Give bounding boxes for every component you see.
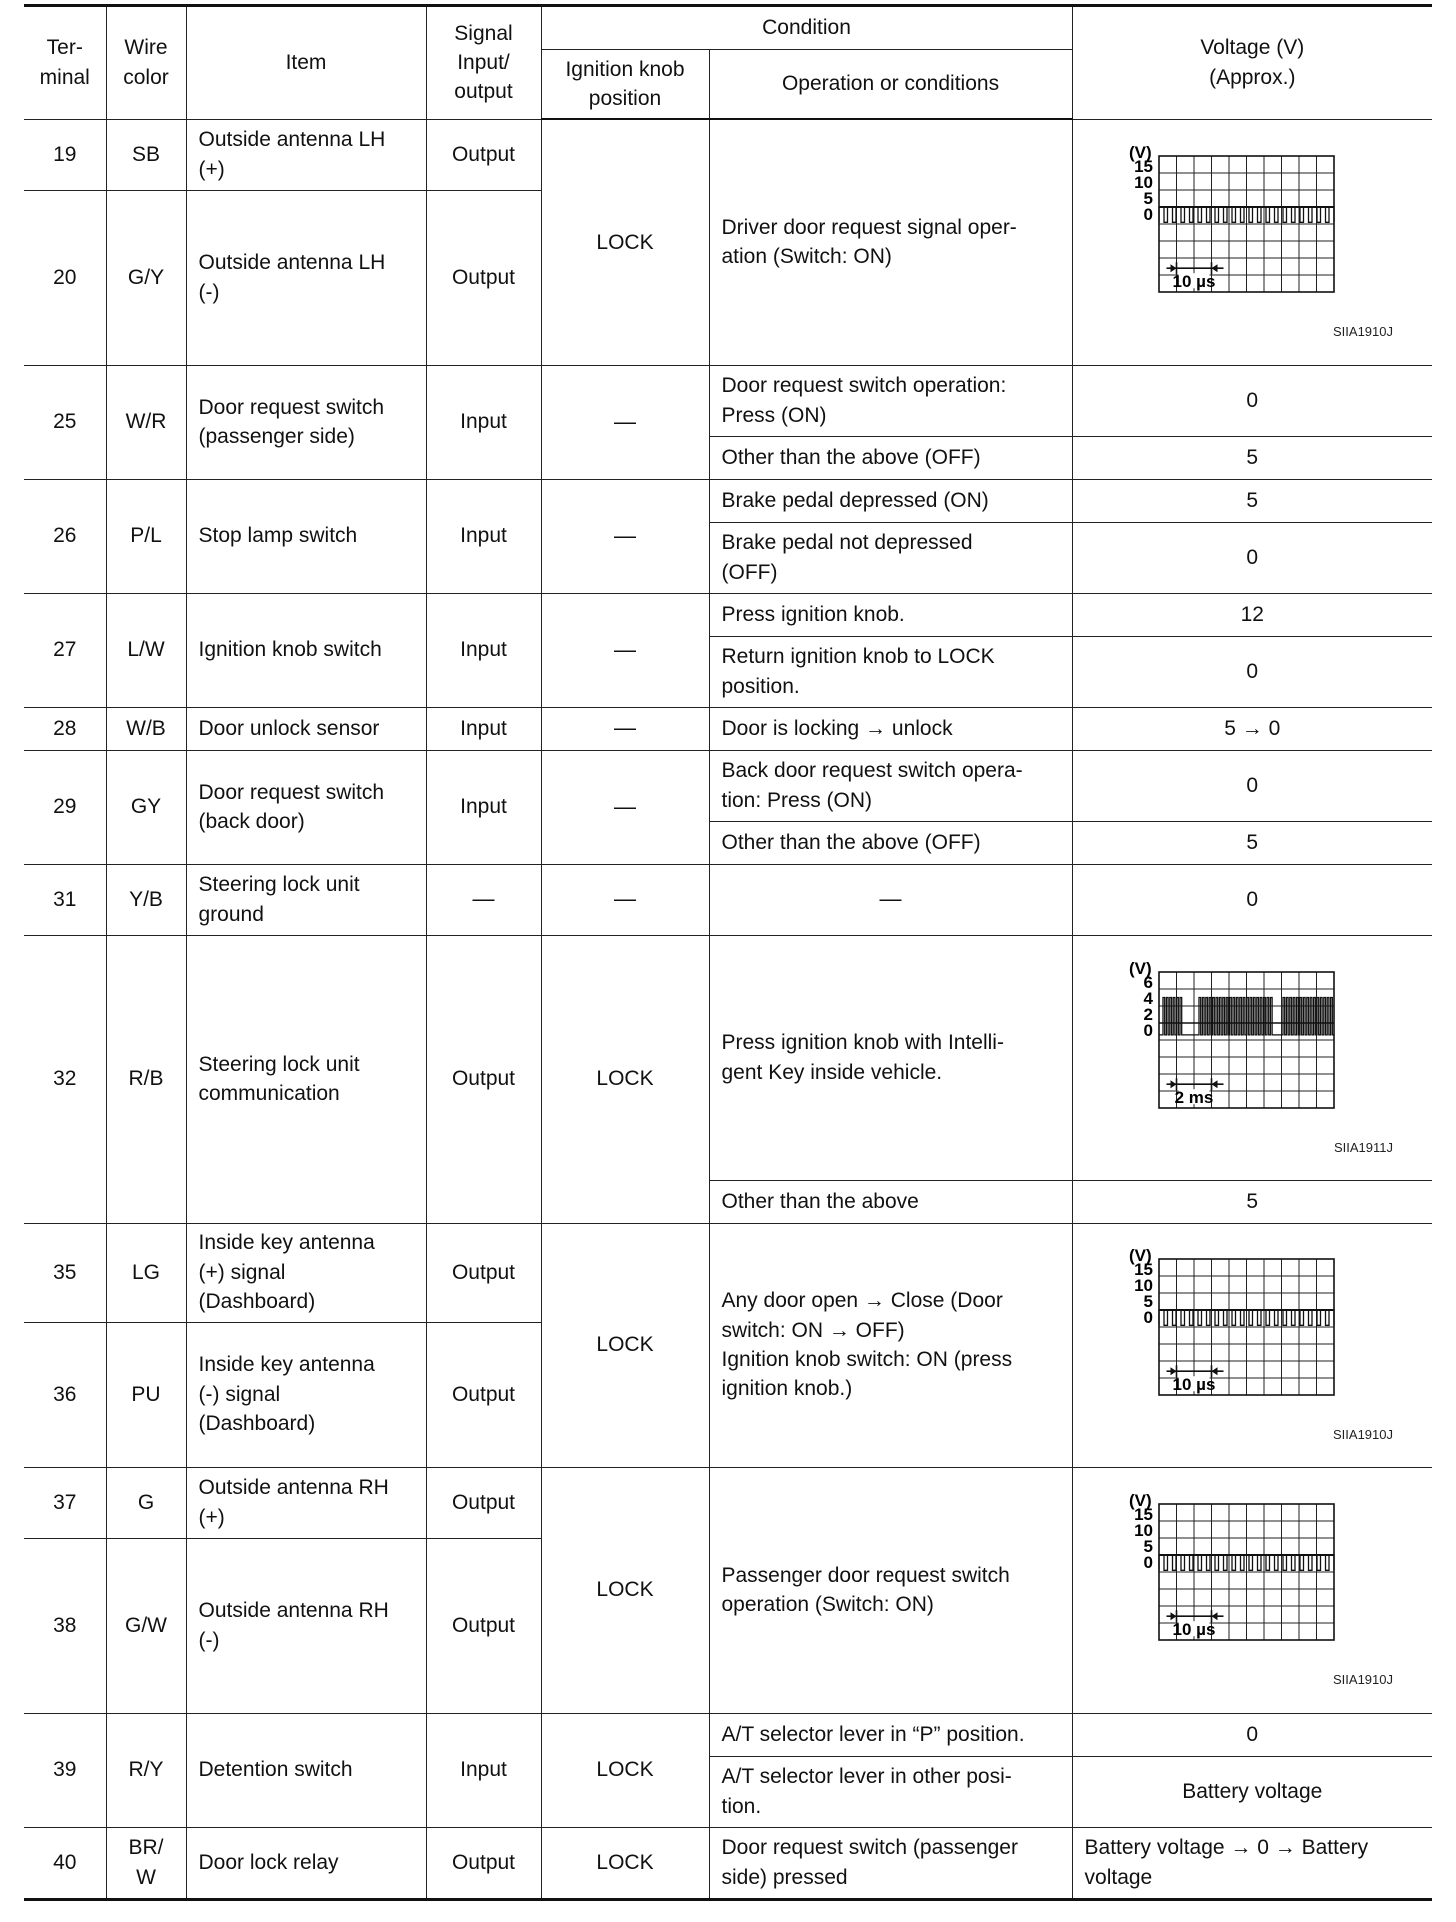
wire-color-cell: LG — [106, 1223, 186, 1322]
ignition-cell: — — [541, 750, 709, 864]
table-row — [24, 1223, 1432, 1322]
condition-cell: Return ignition knob to LOCK position. — [709, 636, 1072, 707]
timebase-label: 10 µs — [1172, 1375, 1215, 1395]
item-cell: Door lock relay — [186, 1827, 426, 1899]
ignition-cell: LOCK — [541, 1467, 709, 1713]
header-condition: Condition — [541, 6, 1072, 50]
wire-color-cell: L/W — [106, 593, 186, 707]
wire-color-cell: G — [106, 1467, 186, 1538]
ignition-cell: LOCK — [541, 1713, 709, 1827]
axis-tick-label: 6 — [1143, 972, 1153, 992]
header-signal: Signal Input/ output — [426, 6, 541, 120]
timebase-label: 10 µs — [1172, 272, 1215, 292]
signal-cell: Output — [426, 1223, 541, 1322]
axis-unit-label: (V) — [1128, 1246, 1152, 1265]
signal-cell: Output — [426, 1322, 541, 1467]
terminal-cell: 31 — [24, 864, 106, 935]
signal-cell: Output — [426, 1467, 541, 1538]
timebase-arrowhead — [1211, 1367, 1217, 1375]
condition-cell: Press ignition knob. — [709, 593, 1072, 636]
axis-unit-label: (V) — [1128, 1491, 1152, 1510]
waveform-cell — [1072, 119, 1432, 365]
table-row — [24, 864, 1432, 935]
item-cell: Outside antenna LH (-) — [186, 190, 426, 365]
terminal-cell: 37 — [24, 1467, 106, 1538]
axis-tick-label: 0 — [1143, 1308, 1153, 1327]
condition-cell: A/T selector lever in other posi- tion. — [709, 1756, 1072, 1827]
table-row — [24, 365, 1432, 436]
item-cell: Outside antenna LH (+) — [186, 119, 426, 190]
table-row — [24, 593, 1432, 636]
table-row — [24, 1467, 1432, 1538]
terminal-cell: 28 — [24, 707, 106, 750]
item-cell: Outside antenna RH (+) — [186, 1467, 426, 1538]
condition-cell: Brake pedal not depressed (OFF) — [709, 522, 1072, 593]
waveform-cell — [1072, 1223, 1432, 1467]
voltage-cell: Battery voltage → 0 → Battery voltage — [1072, 1827, 1432, 1899]
signal-cell: Output — [426, 1538, 541, 1713]
item-cell: Door request switch (back door) — [186, 750, 426, 864]
item-cell: Door request switch (passenger side) — [186, 365, 426, 479]
signal-cell: — — [426, 864, 541, 935]
header-item: Item — [186, 6, 426, 120]
timebase-arrowhead — [1211, 1080, 1217, 1088]
signal-cell: Input — [426, 479, 541, 593]
terminal-cell: 36 — [24, 1322, 106, 1467]
waveform-10us-figure — [1125, 1490, 1405, 1690]
signal-cell: Output — [426, 190, 541, 365]
signal-cell: Output — [426, 1827, 541, 1899]
axis-tick-label: 10 — [1133, 173, 1153, 192]
header-operation: Operation or conditions — [709, 50, 1072, 120]
header-voltage: Voltage (V) (Approx.) — [1072, 6, 1432, 120]
voltage-cell: 0 — [1072, 365, 1432, 436]
figure-reference-code: SIIA1910J — [1332, 324, 1393, 339]
voltage-cell: 0 — [1072, 750, 1432, 821]
figure-reference-code: SIIA1910J — [1332, 1672, 1393, 1687]
terminal-cell: 29 — [24, 750, 106, 864]
voltage-cell: Battery voltage — [1072, 1756, 1432, 1827]
terminal-cell: 26 — [24, 479, 106, 593]
axis-tick-label: 5 — [1143, 1537, 1153, 1556]
wire-color-cell: W/R — [106, 365, 186, 479]
terminal-cell: 38 — [24, 1538, 106, 1713]
wire-color-cell: G/W — [106, 1538, 186, 1713]
terminal-inspection-table — [24, 4, 1432, 1901]
signal-cell: Output — [426, 119, 541, 190]
signal-cell: Input — [426, 707, 541, 750]
waveform-cell — [1072, 1467, 1432, 1713]
ignition-cell: — — [541, 365, 709, 479]
wire-color-cell: W/B — [106, 707, 186, 750]
axis-tick-label: 0 — [1143, 205, 1153, 224]
signal-cell: Input — [426, 750, 541, 864]
terminal-cell: 19 — [24, 119, 106, 190]
condition-cell: Brake pedal depressed (ON) — [709, 479, 1072, 522]
timebase-arrowhead — [1211, 264, 1217, 272]
axis-unit-label: (V) — [1128, 143, 1152, 162]
wire-color-cell: PU — [106, 1322, 186, 1467]
axis-tick-label: 0 — [1143, 1553, 1153, 1572]
timebase-arrowhead — [1211, 1612, 1217, 1620]
figure-reference-code: SIIA1911J — [1333, 1139, 1393, 1155]
signal-cell: Input — [426, 1713, 541, 1827]
terminal-cell: 32 — [24, 935, 106, 1223]
terminal-cell: 35 — [24, 1223, 106, 1322]
table-row — [24, 707, 1432, 750]
axis-tick-label: 10 — [1133, 1276, 1153, 1295]
table-row — [24, 935, 1432, 1180]
axis-tick-label: 5 — [1143, 189, 1153, 208]
axis-tick-label: 0 — [1143, 1020, 1153, 1040]
wire-color-cell: R/Y — [106, 1713, 186, 1827]
wire-color-cell: P/L — [106, 479, 186, 593]
wire-color-cell: SB — [106, 119, 186, 190]
condition-cell: Passenger door request switch operation (Switch: ON) — [709, 1467, 1072, 1713]
condition-cell: A/T selector lever in “P” position. — [709, 1713, 1072, 1756]
voltage-cell: 5 — [1072, 436, 1432, 479]
voltage-cell: 0 — [1072, 1713, 1432, 1756]
terminal-cell: 27 — [24, 593, 106, 707]
signal-cell: Output — [426, 935, 541, 1223]
voltage-cell: 0 — [1072, 636, 1432, 707]
header-terminal: Ter- minal — [24, 6, 106, 120]
item-cell: Outside antenna RH (-) — [186, 1538, 426, 1713]
timebase-arrowhead — [1170, 1367, 1176, 1375]
timebase-arrowhead — [1170, 1612, 1176, 1620]
condition-cell: Door is locking → unlock — [709, 707, 1072, 750]
ignition-cell: LOCK — [541, 1827, 709, 1899]
table-row — [24, 750, 1432, 821]
condition-cell: Press ignition knob with Intelli- gent Key inside vehicle. — [709, 935, 1072, 1180]
condition-cell: Door request switch (passenger side) pressed — [709, 1827, 1072, 1899]
axis-unit-label: (V) — [1128, 958, 1152, 978]
axis-tick-label: 4 — [1143, 988, 1153, 1008]
voltage-cell: 12 — [1072, 593, 1432, 636]
item-cell: Ignition knob switch — [186, 593, 426, 707]
table-row — [24, 1827, 1432, 1899]
voltage-cell: 5 — [1072, 479, 1432, 522]
signal-cell: Input — [426, 593, 541, 707]
table-row — [24, 1713, 1432, 1756]
voltage-cell: 5 — [1072, 821, 1432, 864]
ignition-cell: — — [541, 593, 709, 707]
waveform-2ms-figure — [1125, 958, 1405, 1158]
condition-cell: Any door open → Close (Door switch: ON → OFF) Ignition knob switch: ON (press ignition knob.) — [709, 1223, 1072, 1467]
waveform-10us-figure — [1125, 1245, 1405, 1445]
waveform-cell — [1072, 935, 1432, 1180]
item-cell: Inside key antenna (-) signal (Dashboard) — [186, 1322, 426, 1467]
voltage-cell: 0 — [1072, 522, 1432, 593]
axis-tick-label: 15 — [1133, 1260, 1153, 1279]
figure-reference-code: SIIA1910J — [1332, 1427, 1393, 1442]
axis-tick-label: 15 — [1133, 1505, 1153, 1524]
item-cell: Inside key antenna (+) signal (Dashboard) — [186, 1223, 426, 1322]
ignition-cell: — — [541, 864, 709, 935]
axis-tick-label: 2 — [1143, 1004, 1153, 1024]
ignition-cell: LOCK — [541, 1223, 709, 1467]
wire-color-cell: BR/ W — [106, 1827, 186, 1899]
ignition-cell: LOCK — [541, 935, 709, 1223]
condition-cell: Other than the above (OFF) — [709, 821, 1072, 864]
wire-color-cell: G/Y — [106, 190, 186, 365]
header-ignition-position: Ignition knob position — [541, 50, 709, 120]
condition-cell: Driver door request signal oper- ation (Switch: ON) — [709, 119, 1072, 365]
voltage-cell: 0 — [1072, 864, 1432, 935]
axis-tick-label: 15 — [1133, 157, 1153, 176]
voltage-cell: 5 — [1072, 1180, 1432, 1223]
terminal-cell: 40 — [24, 1827, 106, 1899]
item-cell: Door unlock sensor — [186, 707, 426, 750]
table-row — [24, 119, 1432, 190]
terminal-cell: 20 — [24, 190, 106, 365]
axis-tick-label: 5 — [1143, 1292, 1153, 1311]
item-cell: Steering lock unit ground — [186, 864, 426, 935]
condition-cell: Door request switch operation: Press (ON) — [709, 365, 1072, 436]
condition-cell: Other than the above — [709, 1180, 1072, 1223]
timebase-arrowhead — [1170, 1080, 1176, 1088]
item-cell: Stop lamp switch — [186, 479, 426, 593]
item-cell: Detention switch — [186, 1713, 426, 1827]
condition-cell: Back door request switch opera- tion: Press (ON) — [709, 750, 1072, 821]
wire-color-cell: Y/B — [106, 864, 186, 935]
terminal-cell: 25 — [24, 365, 106, 479]
table-row — [24, 479, 1432, 522]
ignition-cell: LOCK — [541, 119, 709, 365]
waveform-10us-figure — [1125, 142, 1405, 342]
wire-color-cell: R/B — [106, 935, 186, 1223]
axis-tick-label: 10 — [1133, 1521, 1153, 1540]
condition-cell: Other than the above (OFF) — [709, 436, 1072, 479]
wire-color-cell: GY — [106, 750, 186, 864]
ignition-cell: — — [541, 479, 709, 593]
signal-cell: Input — [426, 365, 541, 479]
voltage-cell: 5 → 0 — [1072, 707, 1432, 750]
terminal-cell: 39 — [24, 1713, 106, 1827]
header-wire-color: Wire color — [106, 6, 186, 120]
timebase-label: 2 ms — [1174, 1087, 1213, 1107]
timebase-label: 10 µs — [1172, 1620, 1215, 1640]
item-cell: Steering lock unit communication — [186, 935, 426, 1223]
condition-cell: — — [709, 864, 1072, 935]
timebase-arrowhead — [1170, 264, 1176, 272]
ignition-cell: — — [541, 707, 709, 750]
signal-trace — [1159, 997, 1334, 1034]
